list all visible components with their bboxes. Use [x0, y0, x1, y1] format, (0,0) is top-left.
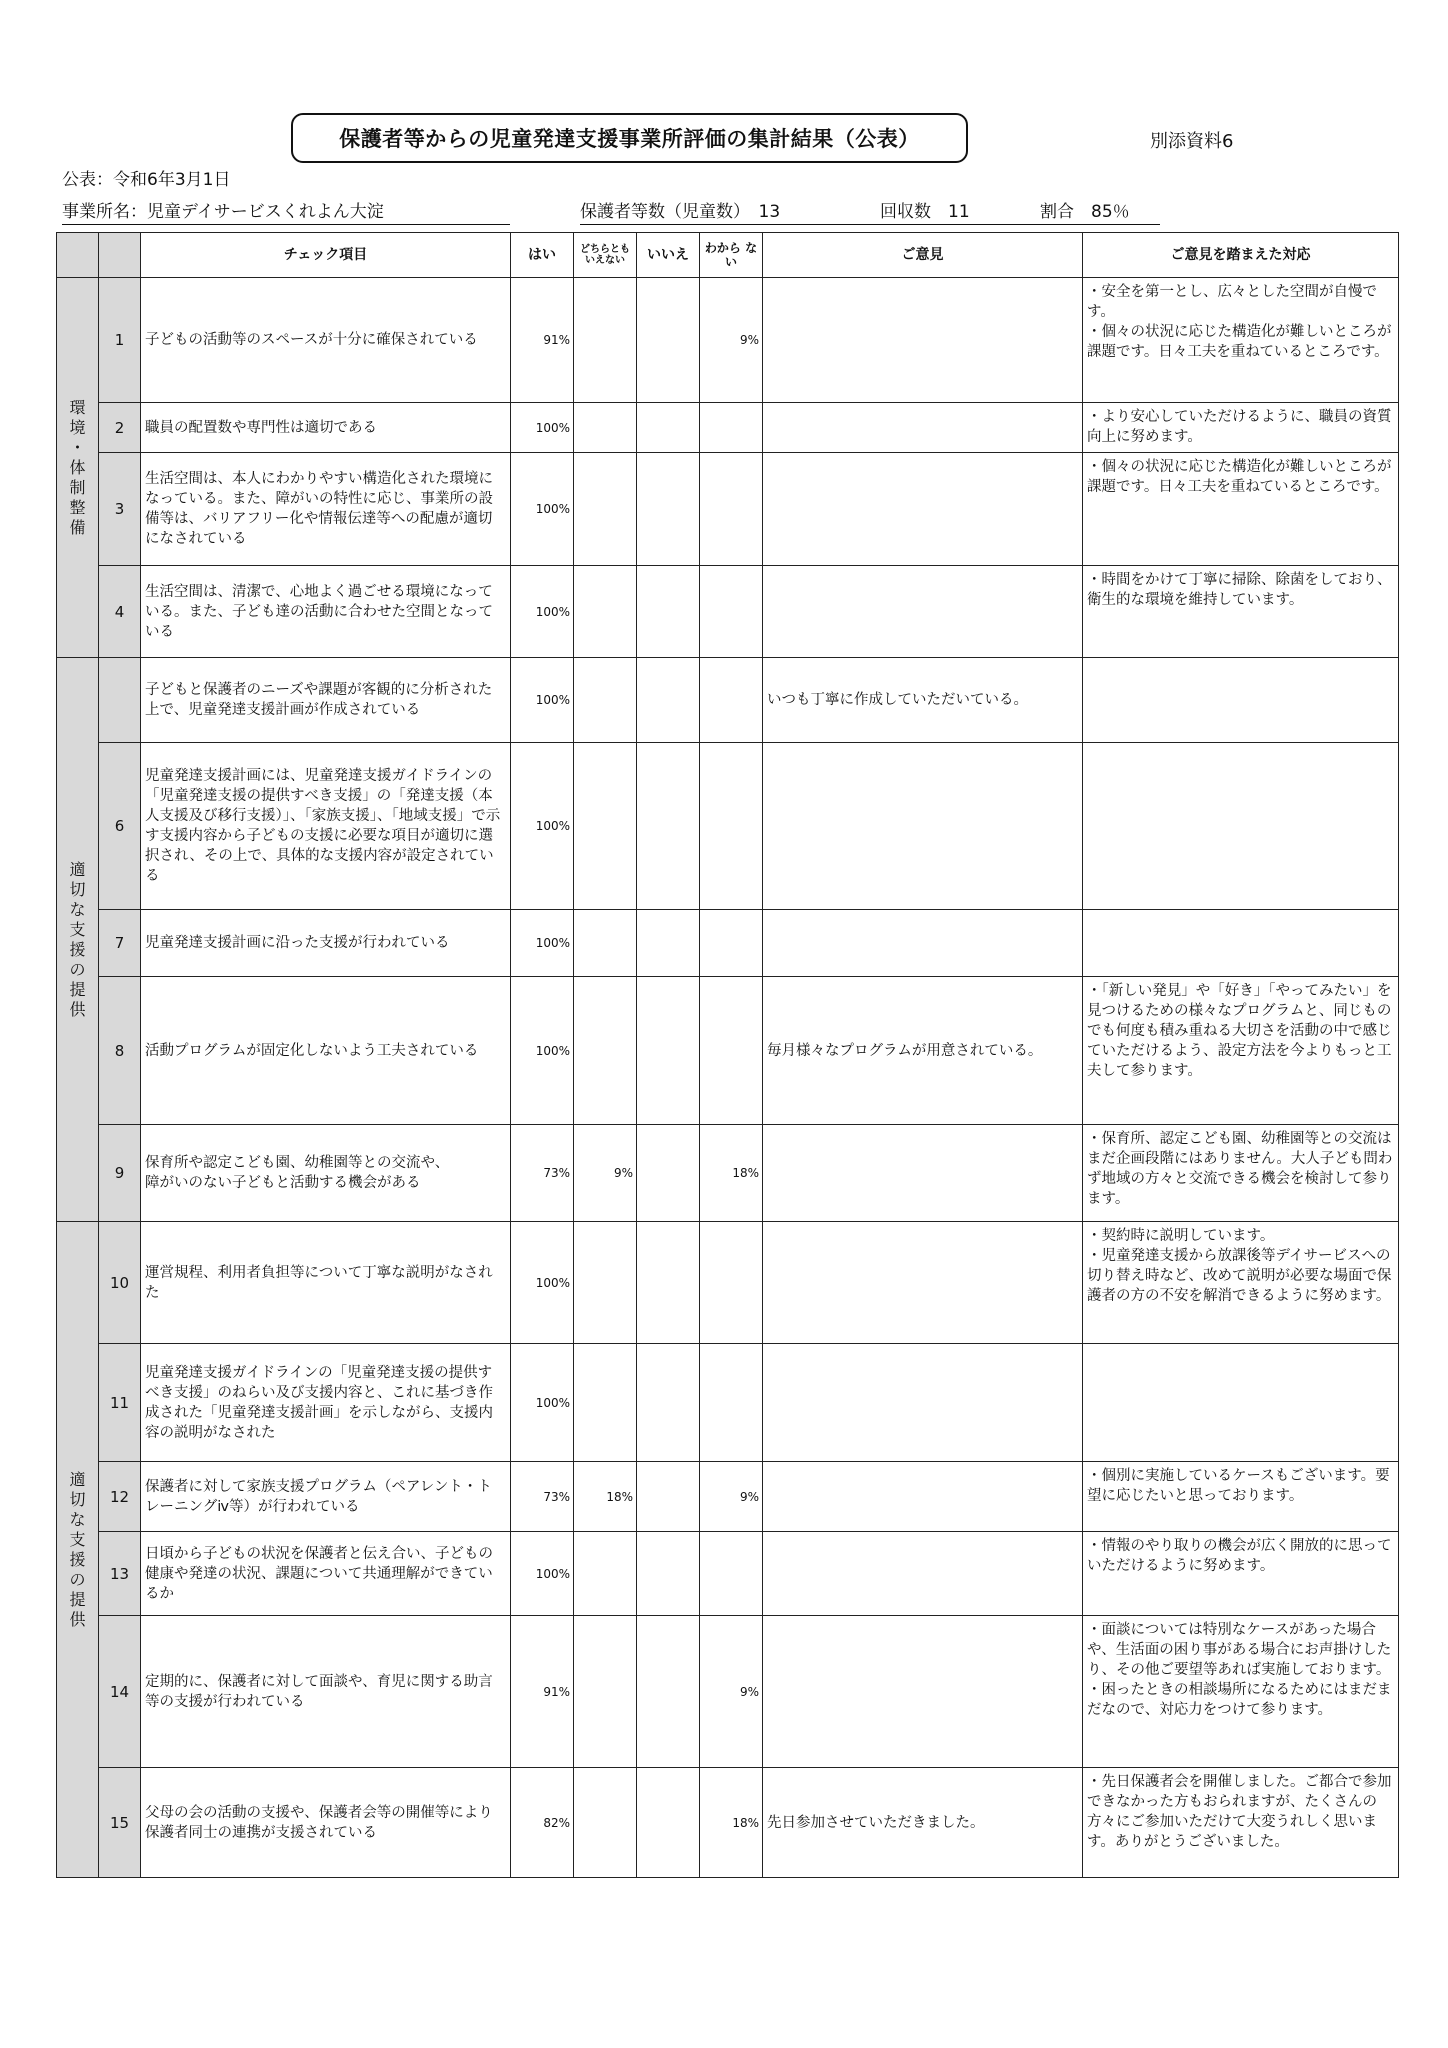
neither-percent	[574, 1768, 637, 1878]
yes-header: はい	[511, 233, 574, 278]
no-percent	[637, 1462, 700, 1532]
no-percent	[637, 453, 700, 566]
unknown-percent: 18%	[700, 1125, 763, 1222]
yes-percent: 100%	[511, 1532, 574, 1616]
no-percent	[637, 1532, 700, 1616]
yes-percent: 100%	[511, 977, 574, 1125]
check-item: 子どもの活動等のスペースが十分に確保されている	[141, 278, 511, 403]
table-row	[57, 910, 1399, 977]
yes-percent: 91%	[511, 278, 574, 403]
table-row	[57, 1532, 1399, 1616]
no-percent	[637, 1222, 700, 1344]
category-label: 環境・体制整備	[69, 397, 86, 537]
unknown-percent: 18%	[700, 1768, 763, 1878]
check-item: 生活空間は、清潔で、心地よく過ごせる環境になっている。また、子ども達の活動に合わせた空間となっている	[141, 566, 511, 658]
neither-header: どちらとも いえない	[574, 233, 637, 278]
no-percent	[637, 658, 700, 743]
unknown-percent	[700, 566, 763, 658]
check-item: 職員の配置数や専門性は適切である	[141, 403, 511, 453]
no-percent	[637, 1768, 700, 1878]
published-date: 公表：令和6年3月1日	[62, 170, 231, 190]
neither-percent	[574, 403, 637, 453]
annex-label: 別添資料6	[1150, 131, 1234, 152]
check-item: 日頃から子どもの状況を保護者と伝え合い、子どもの健康や発達の状況、課題について共通理解ができているか	[141, 1532, 511, 1616]
yes-percent: 100%	[511, 743, 574, 910]
opinion-cell	[763, 278, 1083, 403]
table-row	[57, 1768, 1399, 1878]
neither-percent: 9%	[574, 1125, 637, 1222]
response-ratio: 割合 85％	[1040, 202, 1130, 222]
yes-percent: 100%	[511, 566, 574, 658]
row-number: 7	[99, 910, 141, 977]
yes-percent: 73%	[511, 1462, 574, 1532]
table-row	[57, 566, 1399, 658]
unknown-percent	[700, 743, 763, 910]
response-cell: ・面談については特別なケースがあった場合や、生活面の困り事がある場合にお声掛けしたり、その他ご要望等あれば実施しております。 ・困ったときの相談場所になるためにはまだまだなので、対応力をつけて参ります。	[1083, 1616, 1399, 1768]
neither-percent	[574, 1616, 637, 1768]
unknown-percent	[700, 1222, 763, 1344]
evaluation-table	[56, 232, 1399, 1878]
row-number: 10	[99, 1222, 141, 1344]
table-row	[57, 278, 1399, 403]
row-number: 3	[99, 453, 141, 566]
neither-percent: 18%	[574, 1462, 637, 1532]
table-header	[57, 233, 1399, 278]
check-item: 保育所や認定こども園、幼稚園等との交流や、 障がいのない子どもと活動する機会がある	[141, 1125, 511, 1222]
no-percent	[637, 278, 700, 403]
collected-count: 回収数 11	[880, 202, 970, 222]
no-percent	[637, 977, 700, 1125]
response-cell: ・保育所、認定こども園、幼稚園等との交流はまだ企画段階にはありません。大人子ども問わず地域の方々と交流できる機会を検討して参ります。	[1083, 1125, 1399, 1222]
opinion-cell	[763, 1222, 1083, 1344]
number-header	[99, 233, 141, 278]
opinion-cell	[763, 1125, 1083, 1222]
unknown-percent: 9%	[700, 1616, 763, 1768]
row-number: 9	[99, 1125, 141, 1222]
unknown-percent	[700, 977, 763, 1125]
check-item: 活動プログラムが固定化しないよう工夫されている	[141, 977, 511, 1125]
check-item: 児童発達支援計画には、児童発達支援ガイドラインの「児童発達支援の提供すべき支援」の「発達支援（本人支援及び移行支援）」、「家族支援」、「地域支援」で示す支援内容から子どもの支援に必要な項目が適切に選択され、その上で、具体的な支援内容が設定されている	[141, 743, 511, 910]
row-number: 15	[99, 1768, 141, 1878]
no-percent	[637, 743, 700, 910]
opinion-cell: いつも丁寧に作成していただいている。	[763, 658, 1083, 743]
opinion-cell	[763, 1462, 1083, 1532]
response-cell: ・個々の状況に応じた構造化が難しいところが課題です。日々工夫を重ねているところです。	[1083, 453, 1399, 566]
unknown-percent	[700, 403, 763, 453]
neither-percent	[574, 1344, 637, 1462]
opinion-cell	[763, 453, 1083, 566]
item-header: チェック項目	[141, 233, 511, 278]
row-number: 14	[99, 1616, 141, 1768]
opinion-cell	[763, 403, 1083, 453]
yes-percent: 73%	[511, 1125, 574, 1222]
response-cell: ・「新しい発見」や「好き」「やってみたい」を見つけるための様々なプログラムと、同じものでも何度も積み重ねる大切さを活動の中で感じていただけるよう、設定方法を今よりもっと工夫して参ります。	[1083, 977, 1399, 1125]
response-cell: ・より安心していただけるように、職員の資質向上に努めます。	[1083, 403, 1399, 453]
yes-percent: 100%	[511, 1344, 574, 1462]
response-cell: ・個別に実施しているケースもございます。要望に応じたいと思っております。	[1083, 1462, 1399, 1532]
no-percent	[637, 403, 700, 453]
unknown-header: わから ない	[700, 233, 763, 278]
check-item: 父母の会の活動の支援や、保護者会等の開催等により保護者同士の連携が支援されている	[141, 1768, 511, 1878]
row-number: 2	[99, 403, 141, 453]
check-item: 児童発達支援計画に沿った支援が行われている	[141, 910, 511, 977]
yes-percent: 100%	[511, 658, 574, 743]
response-cell	[1083, 743, 1399, 910]
category-cell	[57, 278, 99, 658]
row-number: 11	[99, 1344, 141, 1462]
opinion-header: ご意見	[763, 233, 1083, 278]
yes-percent: 100%	[511, 1222, 574, 1344]
check-item: 子どもと保護者のニーズや課題が客観的に分析された上で、児童発達支援計画が作成されている	[141, 658, 511, 743]
no-percent	[637, 566, 700, 658]
yes-percent: 82%	[511, 1768, 574, 1878]
survey-stats	[580, 197, 1160, 225]
response-cell: ・情報のやり取りの機会が広く開放的に思っていただけるように努めます。	[1083, 1532, 1399, 1616]
no-percent	[637, 1616, 700, 1768]
table-row	[57, 1125, 1399, 1222]
response-cell	[1083, 658, 1399, 743]
neither-percent	[574, 1532, 637, 1616]
check-item: 生活空間は、本人にわかりやすい構造化された環境になっている。また、障がいの特性に応じ、事業所の設備等は、バリアフリー化や情報伝達等への配慮が適切になされている	[141, 453, 511, 566]
no-percent	[637, 910, 700, 977]
neither-percent	[574, 910, 637, 977]
response-cell: ・時間をかけて丁寧に掃除、除菌をしており、衛生的な環境を維持しています。	[1083, 566, 1399, 658]
table-row	[57, 658, 1399, 743]
neither-percent	[574, 1222, 637, 1344]
yes-percent: 100%	[511, 403, 574, 453]
response-header: ご意見を踏まえた対応	[1083, 233, 1399, 278]
category-cell	[57, 1222, 99, 1878]
opinion-cell	[763, 910, 1083, 977]
no-percent	[637, 1125, 700, 1222]
opinion-cell	[763, 1532, 1083, 1616]
row-number: 12	[99, 1462, 141, 1532]
unknown-percent	[700, 910, 763, 977]
neither-percent	[574, 566, 637, 658]
unknown-percent	[700, 658, 763, 743]
check-item: 児童発達支援ガイドラインの「児童発達支援の提供すべき支援」のねらい及び支援内容と、これに基づき作成された「児童発達支援計画」を示しながら、支援内容の説明がなされた	[141, 1344, 511, 1462]
check-item: 運営規程、利用者負担等について丁寧な説明がなされた	[141, 1222, 511, 1344]
table-row	[57, 403, 1399, 453]
response-cell: ・安全を第一とし、広々とした空間が自慢です。 ・個々の状況に応じた構造化が難しいところが課題です。日々工夫を重ねているところです。	[1083, 278, 1399, 403]
row-number	[99, 658, 141, 743]
response-cell: ・契約時に説明しています。 ・児童発達支援から放課後等デイサービスへの切り替え時など、改めて説明が必要な場面で保護者の方の不安を解消できるように努めます。	[1083, 1222, 1399, 1344]
check-item: 定期的に、保護者に対して面談や、育児に関する助言等の支援が行われている	[141, 1616, 511, 1768]
opinion-cell: 毎月様々なプログラムが用意されている。	[763, 977, 1083, 1125]
table-row	[57, 1616, 1399, 1768]
neither-percent	[574, 658, 637, 743]
opinion-cell	[763, 1616, 1083, 1768]
check-item: 保護者に対して家族支援プログラム（ペアレント・トレーニングⅳ等）が行われている	[141, 1462, 511, 1532]
no-header: いいえ	[637, 233, 700, 278]
opinion-cell	[763, 566, 1083, 658]
row-number: 1	[99, 278, 141, 403]
neither-percent	[574, 453, 637, 566]
unknown-percent	[700, 453, 763, 566]
yes-percent: 91%	[511, 1616, 574, 1768]
yes-percent: 100%	[511, 453, 574, 566]
category-cell	[57, 658, 99, 1222]
opinion-cell	[763, 1344, 1083, 1462]
opinion-cell	[763, 743, 1083, 910]
category-header	[57, 233, 99, 278]
category-label: 適切な支援の提供	[69, 1469, 86, 1629]
response-cell	[1083, 1344, 1399, 1462]
unknown-percent	[700, 1532, 763, 1616]
no-percent	[637, 1344, 700, 1462]
facility-name: 事業所名：児童デイサービスくれよん大淀	[62, 197, 510, 225]
response-cell: ・先日保護者会を開催しました。ご都合で参加できなかった方もおられますが、たくさんの方々にご参加いただけて大変うれしく思います。ありがとうございました。	[1083, 1768, 1399, 1878]
table-row	[57, 1462, 1399, 1532]
neither-percent	[574, 278, 637, 403]
row-number: 6	[99, 743, 141, 910]
row-number: 8	[99, 977, 141, 1125]
unknown-percent: 9%	[700, 278, 763, 403]
table-row	[57, 1222, 1399, 1344]
table-row	[57, 453, 1399, 566]
row-number: 13	[99, 1532, 141, 1616]
neither-percent	[574, 977, 637, 1125]
table-row	[57, 977, 1399, 1125]
guardian-count: 保護者等数（児童数） 13	[580, 202, 781, 222]
yes-percent: 100%	[511, 910, 574, 977]
response-cell	[1083, 910, 1399, 977]
row-number: 4	[99, 566, 141, 658]
document-title: 保護者等からの児童発達支援事業所評価の集計結果（公表）	[291, 113, 968, 163]
unknown-percent	[700, 1344, 763, 1462]
opinion-cell: 先日参加させていただきました。	[763, 1768, 1083, 1878]
category-label: 適切な支援の提供	[69, 859, 86, 1019]
neither-percent	[574, 743, 637, 910]
table-row	[57, 743, 1399, 910]
unknown-percent: 9%	[700, 1462, 763, 1532]
table-row	[57, 1344, 1399, 1462]
